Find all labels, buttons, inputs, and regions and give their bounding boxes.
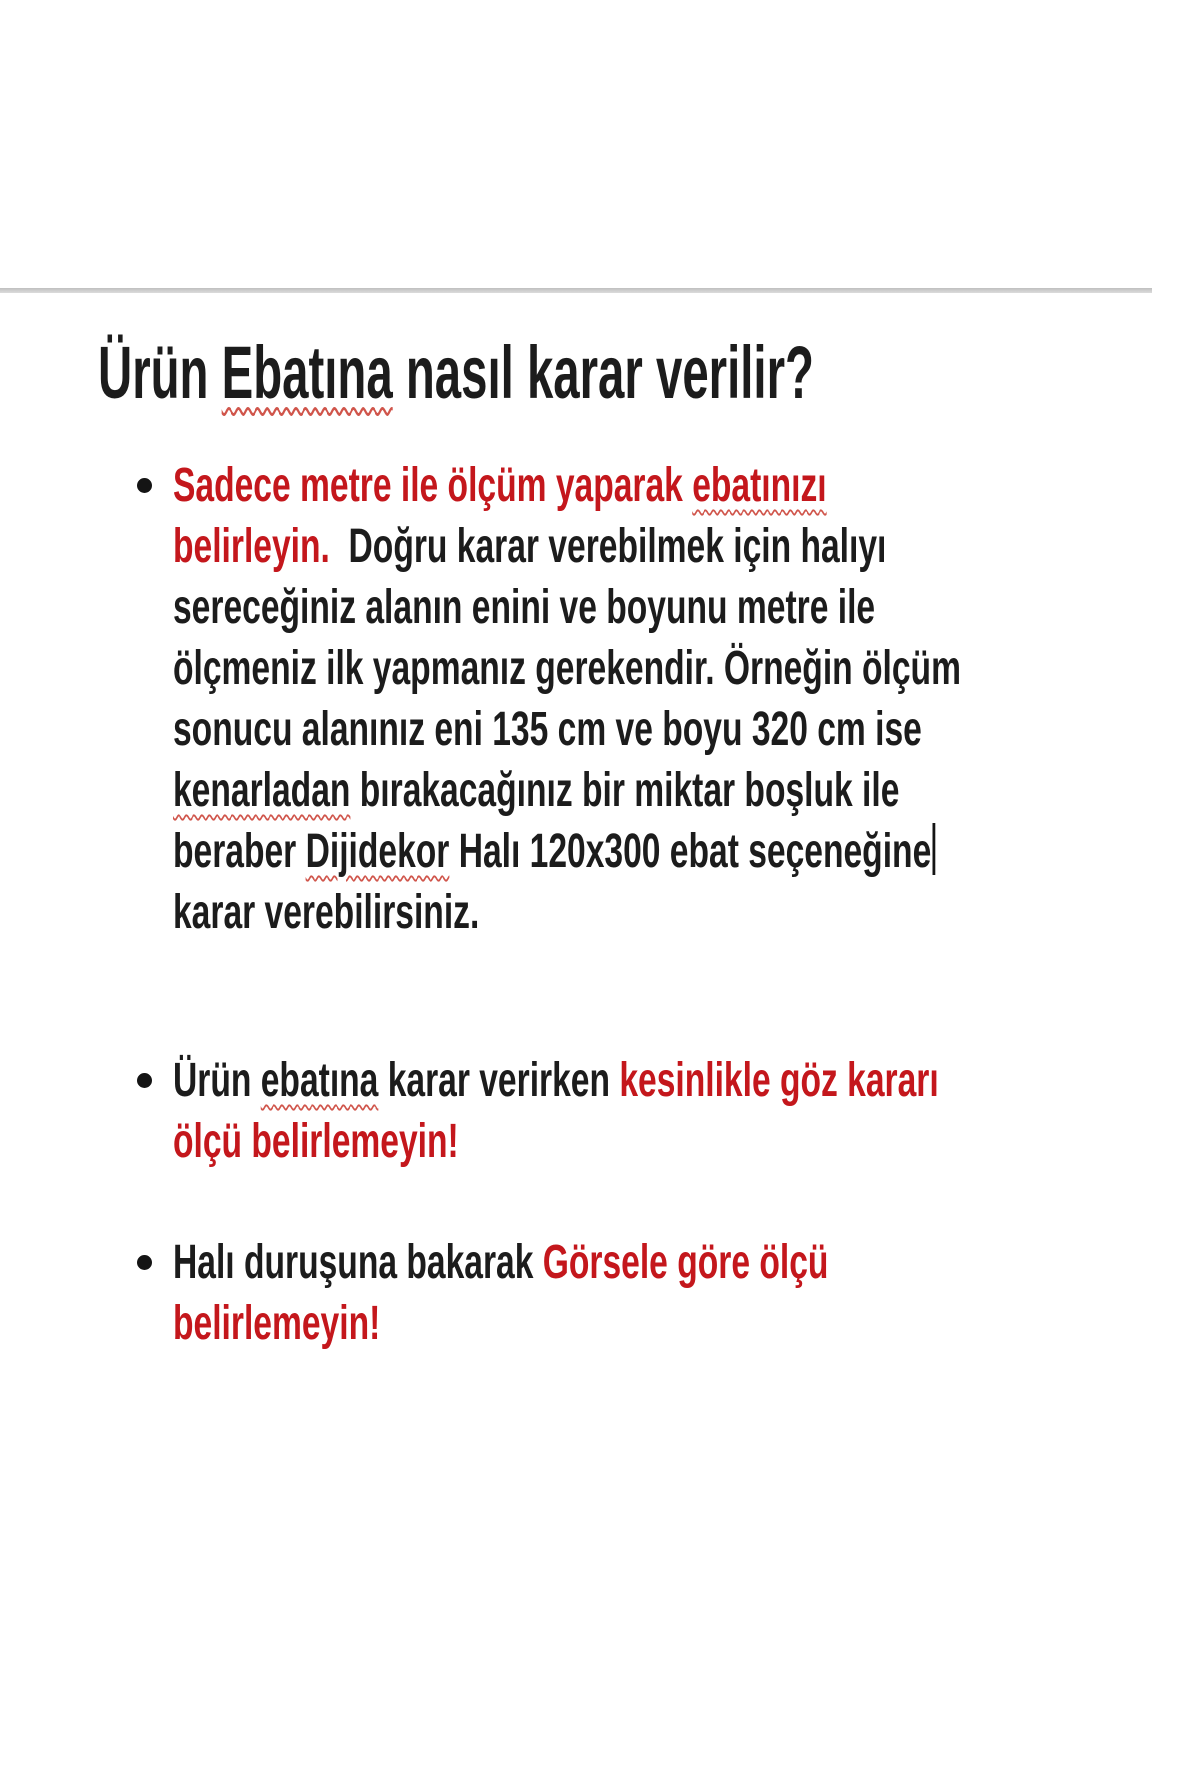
text-line[interactable] <box>173 577 961 638</box>
misspelled-word: Dijidekor <box>305 825 450 878</box>
text-line[interactable] <box>173 882 961 943</box>
text-span: Ürün <box>173 1054 261 1107</box>
misspelled-word: kenarladan <box>173 764 351 817</box>
text-line[interactable] <box>173 821 961 882</box>
misspelled-word: Ebatına <box>221 331 393 414</box>
text-span: beraber <box>173 825 306 878</box>
text-span: Ürün <box>98 331 222 414</box>
text-span: ölçmeniz ilk yapmanız gerekendir. Örneğin ölçüm <box>173 642 961 695</box>
bullet-item[interactable] <box>173 1050 1180 1172</box>
text-line[interactable] <box>173 638 961 699</box>
bullet-item[interactable] <box>173 455 1180 943</box>
text-span: Halı 120x300 ebat seçeneğine <box>449 825 932 878</box>
text-line[interactable] <box>173 760 961 821</box>
text-span: Sadece metre ile ölçüm yaparak <box>173 459 693 512</box>
text-span: Halı duruşuna bakarak <box>173 1236 543 1289</box>
page-title[interactable] <box>98 332 814 413</box>
text-span: kesinlikle göz kararı <box>619 1054 939 1107</box>
text-line[interactable] <box>173 1050 939 1111</box>
misspelled-word: ebatınızı <box>692 459 827 512</box>
text-line[interactable] <box>173 1111 939 1172</box>
horizontal-rule <box>0 288 1152 293</box>
text-line[interactable] <box>173 455 961 516</box>
text-span: belirleyin. <box>173 520 330 573</box>
text-span: Doğru karar verebilmek için halıyı <box>329 520 887 573</box>
text-span: nasıl karar verilir? <box>392 331 814 414</box>
text-caret <box>933 823 936 875</box>
bullet-marker-icon <box>137 1255 152 1270</box>
text-span: karar verebilirsiniz. <box>173 886 480 939</box>
text-line[interactable] <box>173 516 961 577</box>
text-span: sereceğiniz alanın enini ve boyunu metre ile <box>173 581 876 634</box>
text-line[interactable] <box>173 1293 828 1354</box>
bullet-marker-icon <box>137 1073 152 1088</box>
text-line[interactable] <box>173 699 961 760</box>
text-span: karar verirken <box>378 1054 620 1107</box>
bullet-item[interactable] <box>173 1232 1109 1354</box>
text-span: ölçü belirlemeyin! <box>173 1115 459 1168</box>
text-span: belirlemeyin! <box>173 1297 381 1350</box>
misspelled-word: ebatına <box>260 1054 379 1107</box>
text-span: bırakacağınız bir miktar boşluk ile <box>350 764 900 817</box>
text-span: Görsele göre ölçü <box>542 1236 829 1289</box>
text-span: sonucu alanınız eni 135 cm ve boyu 320 cm ise <box>173 703 922 756</box>
text-line[interactable] <box>173 1232 828 1293</box>
bullet-marker-icon <box>137 478 152 493</box>
